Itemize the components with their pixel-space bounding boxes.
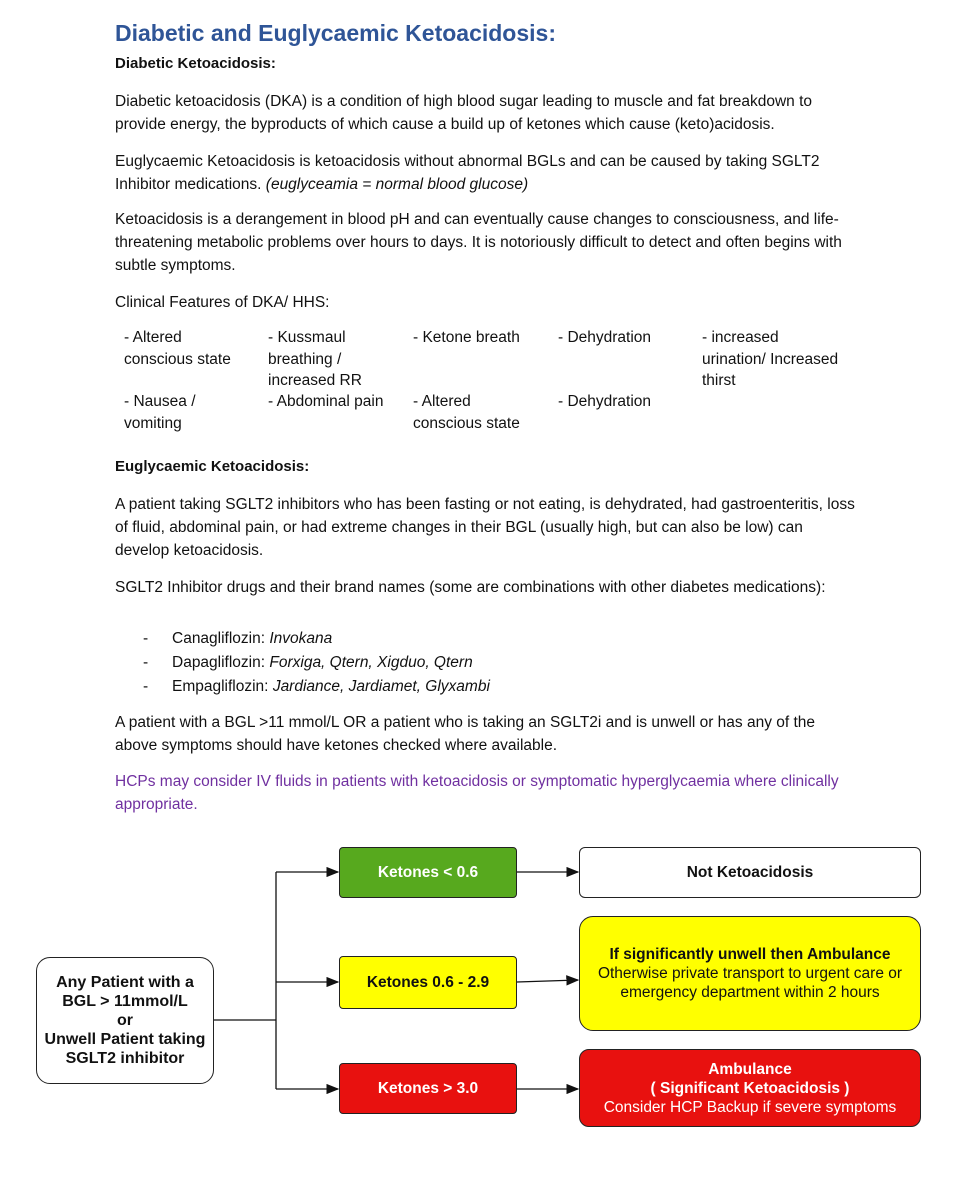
- dka-definition: Diabetic ketoacidosis (DKA) is a condition of high blood sugar leading to muscle and fat breakdown to provide energy, the byproducts of which cause a build up of ketones which cause (keto)acidosis.: [115, 93, 813, 133]
- start-patient-box: Any Patient with a BGL > 11mmol/L or Unwell Patient taking SGLT2 inhibitor: [36, 957, 214, 1084]
- feature-item: - Nausea / vomiting: [124, 393, 196, 432]
- drug-item: - Dapagliflozin: Forxiga, Qtern, Xigduo, Qtern: [143, 654, 473, 671]
- feature-item: - Dehydration: [558, 329, 652, 346]
- ketone-flowchart: [0, 840, 955, 1140]
- drug-item: - Empagliflozin: Jardiance, Jardiamet, Glyxambi: [143, 678, 490, 695]
- not-ketoacidosis-box: Not Ketoacidosis: [579, 847, 921, 898]
- ketones-high-box: Ketones > 3.0: [339, 1063, 517, 1114]
- feature-item: - Altered conscious state: [413, 393, 520, 432]
- feature-item: - Dehydration: [558, 393, 652, 410]
- feature-item: - Altered conscious state: [124, 329, 231, 368]
- feature-item: - Abdominal pain: [268, 393, 384, 410]
- hcp-iv-fluids-note: HCPs may consider IV fluids in patients with ketoacidosis or symptomatic hyperglycaemia where clinically appropriate.: [115, 773, 839, 813]
- transport-outcome-box: If significantly unwell then Ambulance Otherwise private transport to urgent care or emergency department within 2 hours: [579, 916, 921, 1031]
- euglycaemia-note: (euglyceamia = normal blood glucose): [265, 176, 529, 193]
- feature-item: - Ketone breath: [413, 329, 520, 346]
- euglycaemic-definition: [115, 150, 855, 196]
- page-title: Diabetic and Euglycaemic Ketoacidosis:: [115, 20, 556, 46]
- euglycaemic-definition-text: Euglycaemic Ketoacidosis is ketoacidosis without abnormal BGLs and can be caused by taking SGLT2 Inhibitor medications.: [115, 153, 820, 193]
- ketones-low-box: Ketones < 0.6: [339, 847, 517, 898]
- ketone-check-guidance: A patient with a BGL >11 mmol/L OR a patient who is taking an SGLT2i and is unwell or has any of the above symptoms should have ketones checked where available.: [115, 714, 816, 754]
- drug-item: - Canagliflozin: Invokana: [143, 630, 333, 647]
- sglt2-drugs-intro: SGLT2 Inhibitor drugs and their brand names (some are combinations with other diabetes medications):: [115, 579, 826, 596]
- euglycaemic-heading: Euglycaemic Ketoacidosis:: [115, 458, 310, 475]
- feature-item: - Kussmaul breathing / increased RR: [268, 329, 362, 389]
- sglt2-drug-list: [143, 627, 490, 699]
- arrow-to-mid-outcome: [517, 980, 578, 982]
- ambulance-outcome-box: Ambulance ( Significant Ketoacidosis ) Consider HCP Backup if severe symptoms: [579, 1049, 921, 1127]
- dka-heading: Diabetic Ketoacidosis:: [115, 55, 276, 72]
- feature-item: - increased urination/ Increased thirst: [702, 329, 839, 389]
- sglt2-risk-paragraph: A patient taking SGLT2 inhibitors who has been fasting or not eating, is dehydrated, had gastroenteritis, loss of fluid, abdominal pain, or had extreme changes in their BGL (usually high, but can also be low) can develop ketoacidosis.: [115, 496, 855, 559]
- clinical-features-heading: Clinical Features of DKA/ HHS:: [115, 294, 330, 311]
- ketoacidosis-description: Ketoacidosis is a derangement in blood pH and can eventually cause changes to consciousness, and life-threatening metabolic problems over hours to days. It is notoriously difficult to detect and often begins with subtle symptoms.: [115, 211, 842, 274]
- ketones-mid-box: Ketones 0.6 - 2.9: [339, 956, 517, 1009]
- clinical-features-grid: [124, 327, 854, 439]
